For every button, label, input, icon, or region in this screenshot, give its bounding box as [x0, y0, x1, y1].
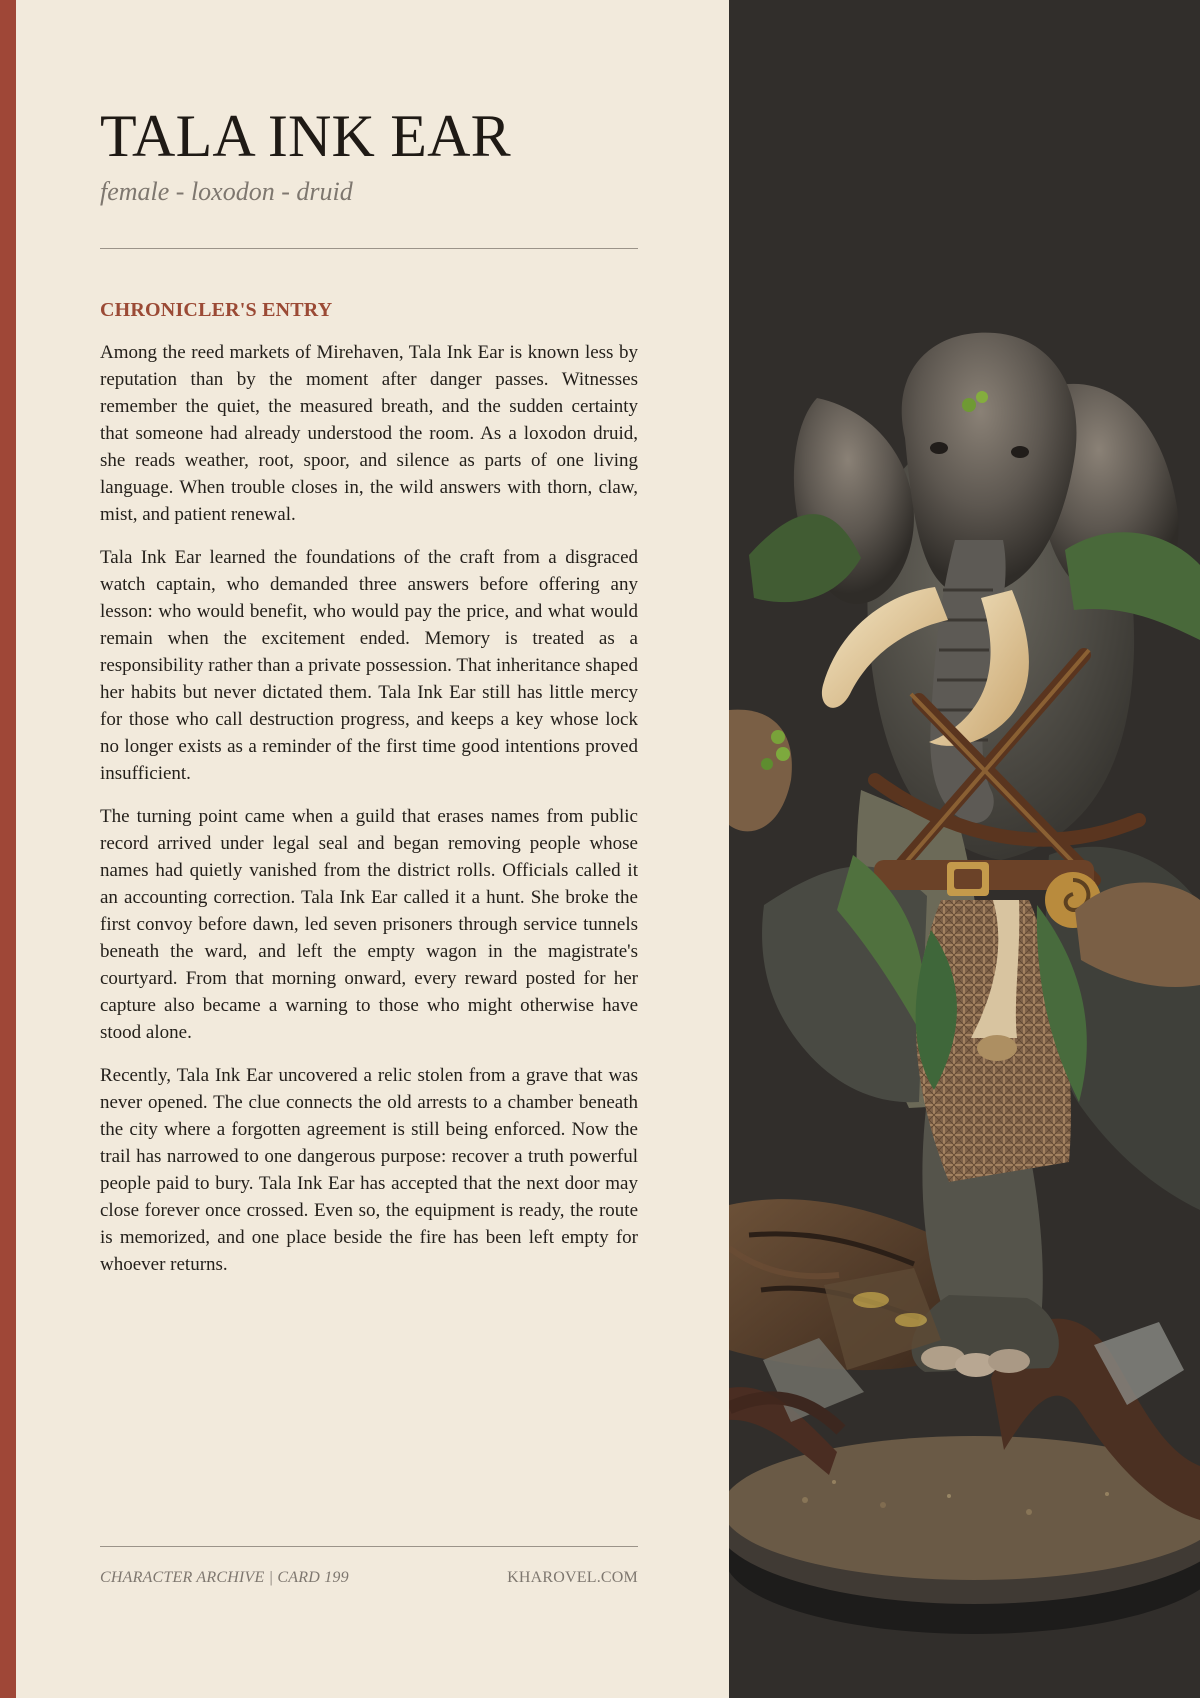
chronicler-entry-heading: CHRONICLER'S ENTRY — [100, 299, 333, 321]
title-divider — [100, 248, 638, 249]
footer-divider — [100, 1546, 638, 1547]
story-paragraph: Tala Ink Ear learned the foundations of the craft from a disgraced watch captain, who demanded three answers before offering any lesson: who would benefit, who would pay the price, and what would remain when the excitement ended. Memory is treated as a responsibility rather than a private possession. That inheritance shaped her habits but never dictated them. Tala Ink Ear still has little mercy for those who call destruction progress, and keeps a key whose lock no longer exists as a reminder of the first time good intentions proved insufficient. — [100, 547, 638, 784]
story-paragraph: The turning point came when a guild that erases names from public record arrived under legal seal and began removing people whose names had quietly vanished from the district rolls. Officials called it an accounting correction. Tala Ink Ear called it a hunt. She broke the first convoy before dawn, led seven prisoners through service tunnels beneath the ward, and left the empty wagon in the magistrate's courtyard. From that morning onward, every reward posted for her capture also became a warning to those who might otherwise have stood alone. — [100, 806, 638, 1043]
elephant-figure-illustration — [729, 0, 1200, 1698]
archive-card-label: CHARACTER ARCHIVE | CARD 199 — [100, 1569, 349, 1586]
chronicler-entry-text — [100, 339, 638, 1278]
story-paragraph: Recently, Tala Ink Ear uncovered a relic stolen from a grave that was never opened. The clue connects the old arrests to a chamber beneath the city where a forgotten agreement is still being enforced. Now the trail has narrowed to one dangerous purpose: recover a truth powerful people paid to bury. Tala Ink Ear has accepted that the next door may close forever once crossed. Even so, the equipment is ready, the route is memorized, and one place beside the fire has been left empty for whoever returns. — [100, 1065, 638, 1275]
card-content — [100, 102, 638, 1294]
site-label: KHAROVEL.COM — [507, 1569, 638, 1586]
character-name: TALA INK EAR — [100, 103, 511, 169]
character-descriptor: female - loxodon - druid — [100, 177, 353, 206]
character-image-panel — [729, 0, 1200, 1698]
accent-stripe — [0, 0, 16, 1698]
character-card-text-panel — [16, 0, 729, 1698]
story-paragraph: Among the reed markets of Mirehaven, Tala Ink Ear is known less by reputation than by the moment after danger passes. Witnesses remember the quiet, the measured breath, and the sudden certainty that someone had already understood the room. As a loxodon druid, she reads weather, root, spoor, and silence as parts of one living language. When trouble closes in, the wild answers with thorn, claw, mist, and patient renewal. — [100, 342, 638, 525]
